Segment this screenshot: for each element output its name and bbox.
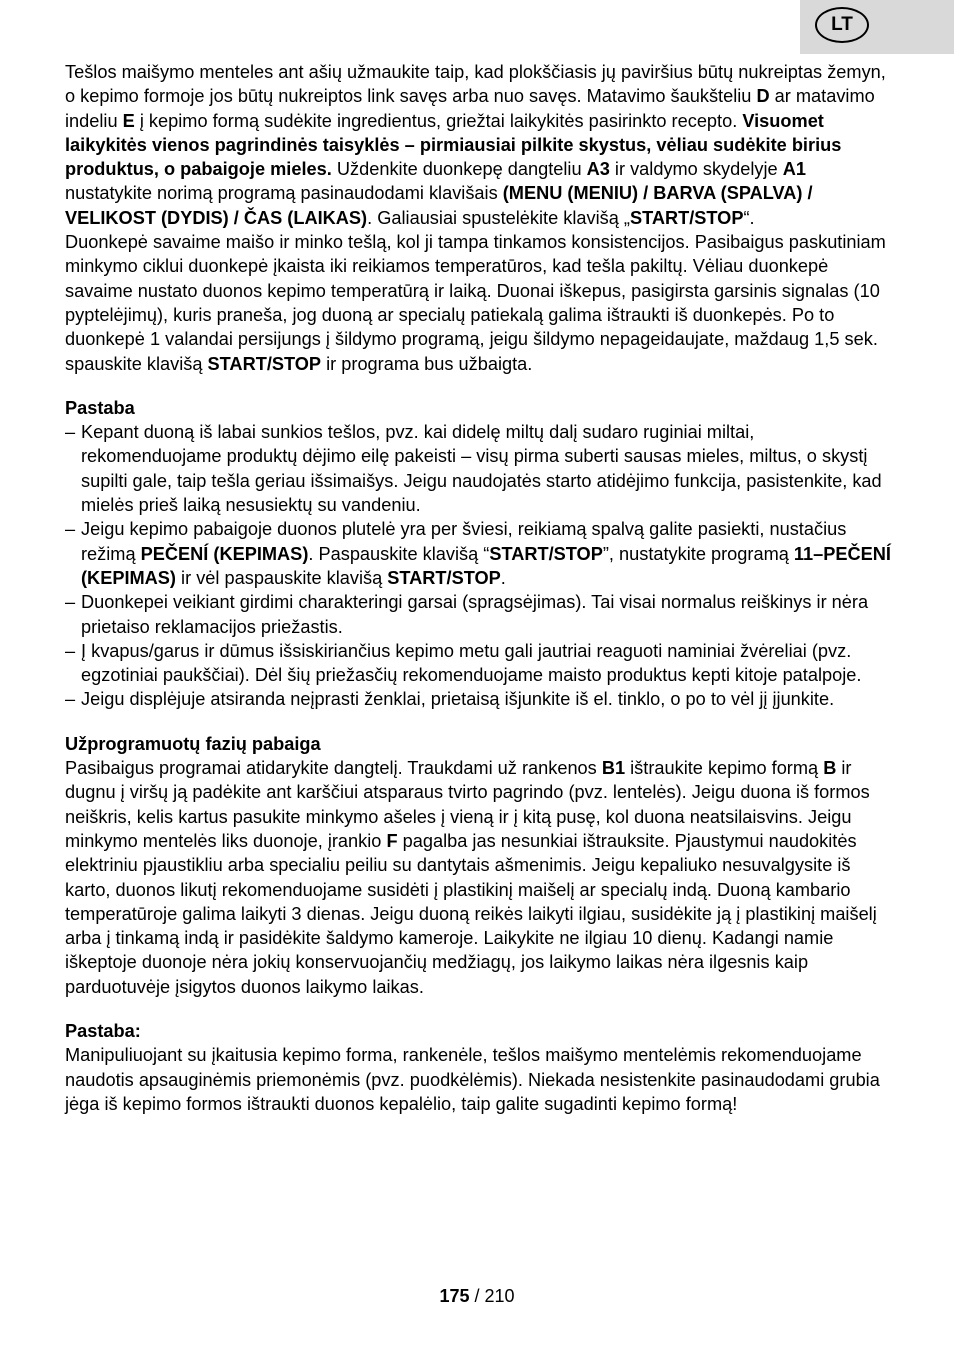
section-heading: Užprogramuotų fazių pabaiga (65, 733, 321, 754)
document-body (65, 60, 895, 1116)
note-paragraph: Manipuliuojant su įkaitusia kepimo forma, rankenėle, tešlos maišymo mentelėmis rekomenduojame naudotis apsauginėmis priemonėmis (pvz. puodkėlėmis). Niekada nesistenkite pasinaudodami grubia jėga iš kepimo formos ištraukti duonos kepalėlio, taip galite sugadinti kepimo formą! (65, 1045, 880, 1114)
main-rule: Visuomet laikykitės vienos pagrindinės taisyklės – pirmiausiai pilkite skystus, vėliau sudėkite birius produktus, o pabaigoje mieles. (65, 110, 842, 180)
note-list (65, 420, 895, 712)
language-badge: LT (815, 7, 869, 43)
list-item: – Jeigu displėjuje atsiranda neįprasti ženklai, prietaisą išjunkite iš el. tinklo, o po to vėl jį įjunkite. (65, 689, 835, 710)
list-item: – Jeigu kepimo pabaigoje duonos plutelė yra per šviesi, reikiamą spalvą galite pasiekti, nustačius režimą PEČENÍ (KEPIMAS). Paspauskite klavišą “START/STOP”, nustatykite programą 11–PEČENÍ (KEPIMAS) ir vėl paspauskite klavišą START/STOP. (65, 519, 891, 588)
note-heading: Pastaba: (65, 1020, 141, 1041)
intro-paragraph-1: Tešlos maišymo menteles ant ašių užmaukite taip, kad plokščiasis jų paviršius būtų nukreiptas žemyn, o kepimo formoje jos būtų nukreiptos link savęs arba nuo savęs. Matavimo šaukšteliu D ar matavimo indeliu E į kepimo formą sudėkite ingredientus, griežtai laikykitės pasirinkto recepto. Visuomet laikykitės vienos pagrindinės taisyklės – pirmiausiai pilkite skystus, vėliau sudėkite birius produktus, o pabaigoje mieles. Uždenkite duonkepę dangteliu A3 ir valdymo skydelyje A1 nustatykite norimą programą pasinaudodami klavišais (MENU (MENIU) / BARVA (SPALVA) / VELIKOST (DYDIS) / ČAS (LAIKAS). Galiausiai spustelėkite klavišą „START/STOP“. (65, 62, 886, 228)
end-section-paragraph: Pasibaigus programai atidarykite dangtelį. Traukdami už rankenos B1 ištraukite kepimo formą B ir dugnu į viršų ją padėkite ant karščiui atsparaus tvirto pagrindo (pvz. lentelės). Jeigu duona iš formos neiškris, kelis kartus pasukite minkymo ašeles į vieną ir į kitą pusę, kol duona neatsilaisvins. Jeigu minkymo mentelės liks duonoje, įrankio F pagalba jas nesunkiai ištrauksite. Pjaustymui naudokitės elektriniu pjaustikliu arba specialiu peiliu su dantytais ašmenimis. Jeigu kepaliuko nesuvalgysite iš karto, duonos likutį rekomenduojame susidėti į plastikinį maišelį ar specialų indą. Duoną kambario temperatūroje galima laikyti 3 dienas. Jeigu duoną reikės laikyti ilgiau, susidėkite ją į plastikinį maišelį arba į tinkamą indą ir pasidėkite šaldymo kameroje. Laikykite ne ilgiau 10 dienų. Kadangi namie iškeptoje duonoje nėra jokių konservuojančių medžiagų, jos laikymo laikas nėra ilgesnis kaip parduotuvėje įsigytos duonos laikymo laikas. (65, 758, 877, 997)
list-item: – Į kvapus/garus ir dūmus išsiskiriančius kepimo metu gali jautriai reaguoti naminiai žvėreliai (pvz. egzotiniai paukščiai). Dėl šių priežasčių rekomenduojame maisto produktus kepti kitoje patalpoje. (65, 640, 862, 686)
list-item: – Duonkepei veikiant girdimi charakteringi garsai (spragsėjimas). Tai visai normalus reiškinys ir nėra prietaiso reklamacijos priežastis. (65, 592, 869, 637)
page-number: 175 / 210 (439, 1286, 515, 1306)
spacer (65, 712, 895, 732)
list-item: – Kepant duoną iš labai sunkios tešlos, pvz. kai didelę miltų dalį sudaro ruginiai miltai, rekomenduojame produktų dėjimo eilę pakeisti – visų pirma suberti sausas mieles, miltus, o skystį supilti gale, taip tešla geriau išsimaišys. Jeigu naudojatės starto atidėjimo funkcija, pasistenkite, kad mielės prieš laiką nesusiektų su vandeniu. (65, 422, 882, 516)
spacer (65, 376, 895, 396)
intro-paragraph-2: Duonkepė savaime maišo ir minko tešlą, kol ji tampa tinkamos konsistencijos. Pasibaigus paskutiniam minkymo ciklui duonkepė įkaista iki reikiamos temperatūros, kad tešla pakiltų. Vėliau duonkepė savaime nustato duonos kepimo temperatūrą ir laiką. Duonai iškepus, pasigirsta garsinis signalas (10 pyptelėjimų), kuris praneša, jog duoną ar specialų patiekalą galima ištraukti iš duonkepės. Po to duonkepė 1 valandai persijungs į šildymo programą, jeigu šildymo nepageidaujate, maždaug 1,5 sek. spauskite klavišą START/STOP ir programa bus užbaigta. (65, 232, 886, 374)
note-heading: Pastaba (65, 397, 135, 418)
spacer (65, 999, 895, 1019)
